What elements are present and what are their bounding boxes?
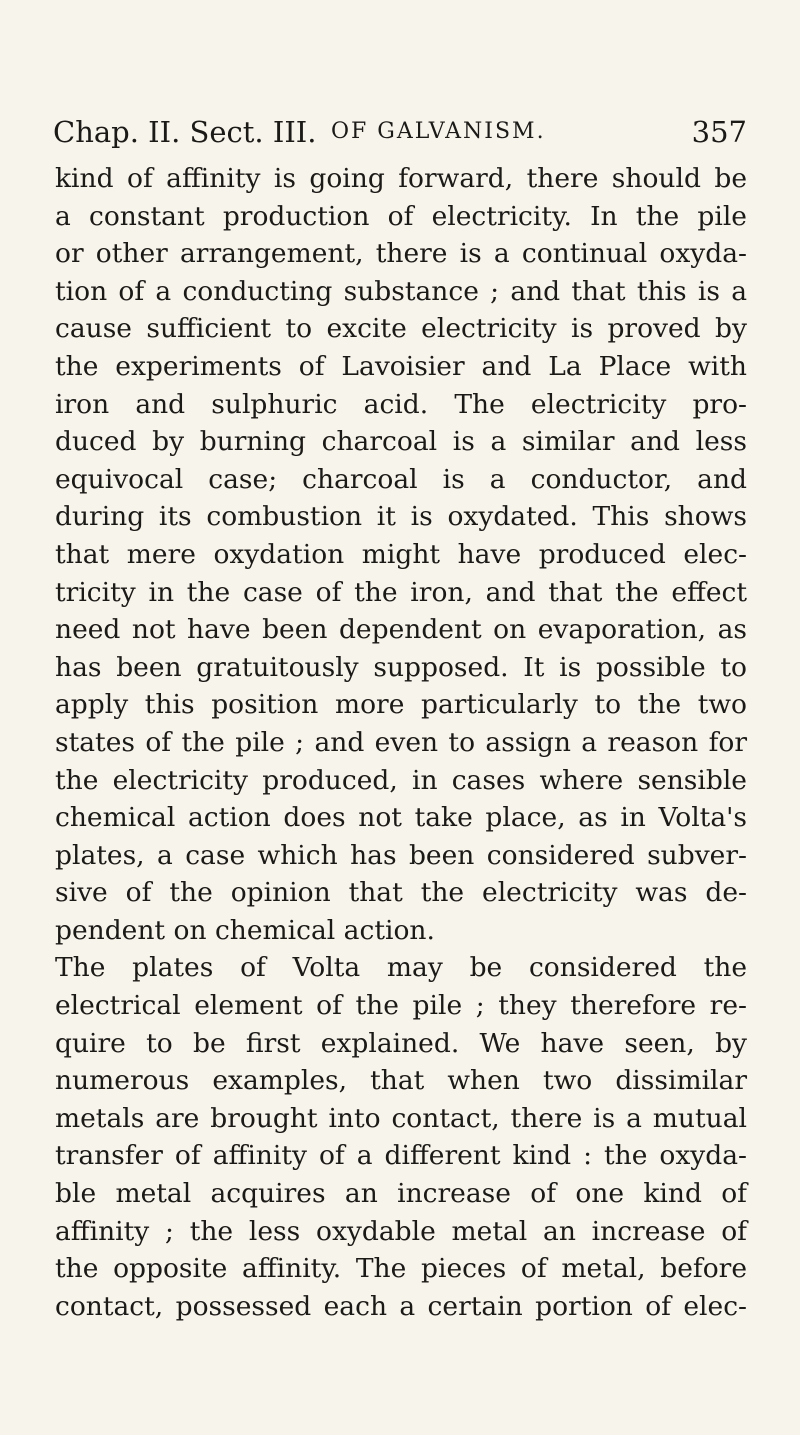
text-line: tion of a conducting substance ; and that this is a [55, 275, 747, 307]
body-text [55, 160, 747, 1325]
chapter-section-label: Chap. II. Sect. III. [53, 115, 317, 149]
text-line: apply this position more particularly to the two [55, 689, 747, 721]
text-line: iron and sulphuric acid. The electricity pro- [55, 388, 747, 420]
running-header [53, 112, 747, 152]
text-line: equivocal case; charcoal is a conductor, and [55, 463, 747, 495]
text-line: sive of the opinion that the electricity was de- [55, 877, 747, 909]
text-line: a constant production of electricity. In the pile [55, 200, 747, 232]
text-line: ble metal acquires an increase of one kind of [55, 1178, 747, 1210]
text-line: during its combustion it is oxydated. This shows [55, 501, 747, 533]
text-line: chemical action does not take place, as in Volta's [55, 802, 747, 834]
text-line: metals are brought into contact, there is a mutual [55, 1102, 747, 1134]
text-line: numerous examples, that when two dissimilar [55, 1065, 747, 1097]
text-line: plates, a case which has been considered subver- [55, 839, 747, 871]
running-title: OF GALVANISM. [331, 119, 546, 144]
paragraph-end-line: pendent on chemical action. [55, 914, 435, 946]
page-number: 357 [691, 115, 747, 149]
text-line: need not have been dependent on evaporation, as [55, 614, 747, 646]
text-line: or other arrangement, there is a continual oxyda- [55, 238, 747, 270]
text-line: states of the pile ; and even to assign a reason for [55, 726, 747, 758]
paragraph-start-line: The plates of Volta may be considered the [55, 952, 747, 984]
text-line: cause sufficient to excite electricity is proved by [55, 313, 747, 345]
text-line: electrical element of the pile ; they therefore re- [55, 990, 747, 1022]
text-line: that mere oxydation might have produced elec- [55, 538, 747, 570]
text-line: has been gratuitously supposed. It is possible to [55, 651, 747, 683]
text-line: contact, possessed each a certain portion of elec- [55, 1290, 747, 1322]
text-line: the experiments of Lavoisier and La Place with [55, 350, 747, 382]
text-line: quire to be first explained. We have seen, by [55, 1027, 747, 1059]
text-line: duced by burning charcoal is a similar and less [55, 426, 747, 458]
text-line: the opposite affinity. The pieces of metal, before [55, 1253, 747, 1285]
text-line: the electricity produced, in cases where sensible [55, 764, 747, 796]
text-line: tricity in the case of the iron, and that the effect [55, 576, 747, 608]
text-line: kind of affinity is going forward, there should be [55, 163, 747, 194]
text-line: affinity ; the less oxydable metal an increase of [55, 1215, 747, 1247]
text-line: transfer of affinity of a different kind : the oxyda- [55, 1140, 747, 1172]
